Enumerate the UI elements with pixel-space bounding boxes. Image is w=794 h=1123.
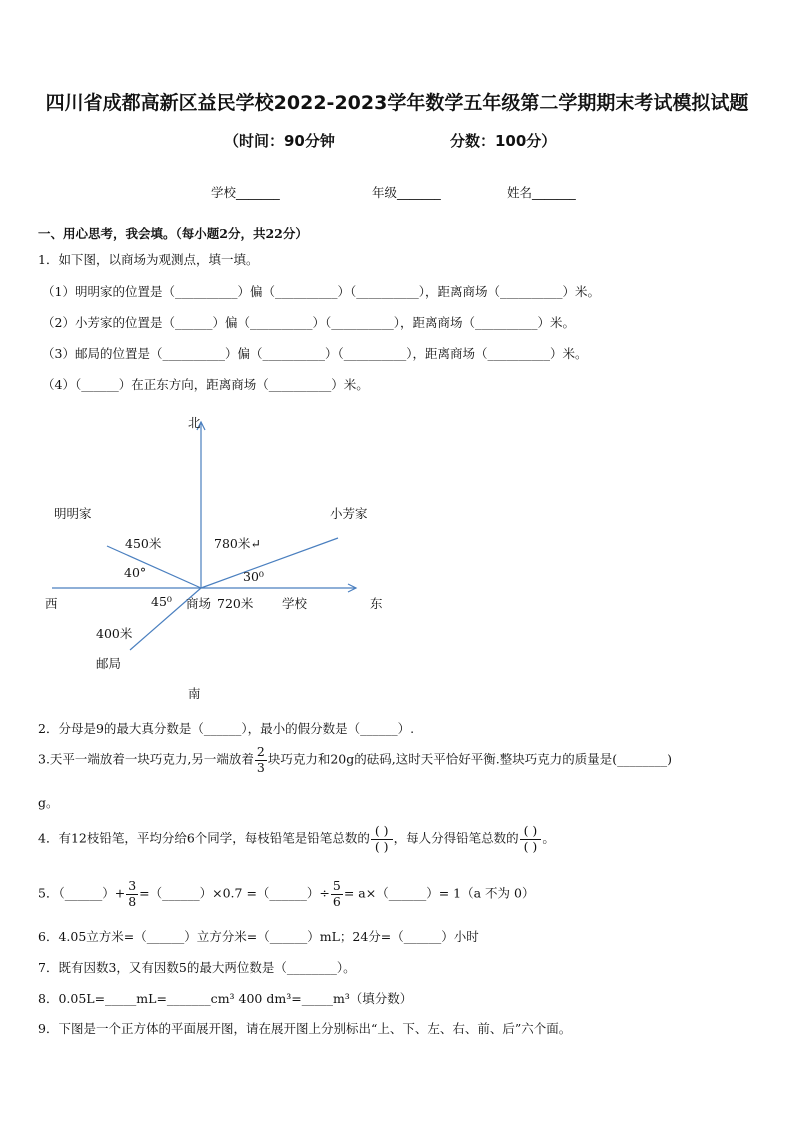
fraction-denominator: 3 <box>256 759 265 775</box>
grade-field: 年级_______ <box>372 185 441 200</box>
q8: 8．0.05L=_____mL=_______cm³ 400 dm³=_____m³（填分数） <box>38 991 413 1006</box>
distance-720: 720米 <box>217 596 254 611</box>
angle-30: 30⁰ <box>243 569 264 584</box>
q1-stem: 1．如下图，以商场为观测点，填一填。 <box>38 252 259 267</box>
north-label: 北 <box>188 415 201 430</box>
fraction-denominator: 6 <box>332 893 341 909</box>
xiaofang-label: 小芳家 <box>330 506 368 521</box>
exam-score: 分数：100分） <box>450 132 557 150</box>
q1-line-2: （2）小芳家的位置是（______）偏（__________）（__________），距离商场（__________）米。 <box>42 315 575 330</box>
school-label: 学校 <box>282 596 308 611</box>
mingming-ray <box>107 546 201 588</box>
east-label: 东 <box>370 596 383 611</box>
fraction-numerator: 5 <box>332 878 341 893</box>
south-label: 南 <box>188 686 201 701</box>
blank-denominator: ( ) <box>371 839 393 854</box>
exam-time: （时间：90分钟 <box>224 132 335 150</box>
answer-fraction-1 <box>371 825 393 853</box>
fraction-numerator: 2 <box>256 744 265 759</box>
q4-text-a: 4．有12枝铅笔，平均分给6个同学，每枝铅笔是铅笔总数的 <box>38 830 370 846</box>
q1-line-1: （1）明明家的位置是（__________）偏（__________）（__________），距离商场（__________）米。 <box>42 284 600 299</box>
q4-text-c: 。 <box>542 830 555 846</box>
mall-label: 商场 <box>186 596 212 611</box>
angle-40: 40° <box>124 565 147 580</box>
q3-line <box>38 746 672 774</box>
q6: 6．4.05立方米=（______）立方分米=（______）mL；24分=（______）小时 <box>38 929 479 944</box>
blank-numerator: ( ) <box>374 823 389 838</box>
school-field: 学校_______ <box>211 185 280 200</box>
fraction-five-sixths <box>331 880 343 908</box>
answer-fraction-2 <box>520 825 542 853</box>
q4-line <box>38 825 555 853</box>
q1-line-4: （4）（______）在正东方向，距离商场（__________）米。 <box>42 377 369 392</box>
post-office-label: 邮局 <box>96 656 122 671</box>
q2: 2．分母是9的最大真分数是（______），最小的假分数是（______）. <box>38 721 415 736</box>
q5-text-a: 5．（______）+ <box>38 885 126 901</box>
blank-denominator: ( ) <box>520 839 542 854</box>
q5-text-c: = a×（______）= 1（a 不为 0） <box>343 885 535 901</box>
q5-line <box>38 880 534 908</box>
q7: 7．既有因数3，又有因数5的最大两位数是（________）。 <box>38 960 356 975</box>
blank-numerator: ( ) <box>523 823 538 838</box>
fraction-three-eighths <box>126 880 138 908</box>
q5-text-b: =（______）×0.7 =（______）÷ <box>139 885 330 901</box>
fraction-two-thirds <box>255 746 267 774</box>
q4-text-b: ，每人分得铅笔总数的 <box>393 830 519 846</box>
q1-line-3: （3）邮局的位置是（__________）偏（__________）（__________），距离商场（__________）米。 <box>42 346 588 361</box>
page-title: 四川省成都高新区益民学校2022-2023学年数学五年级第二学期期末考试模拟试题 <box>45 92 749 114</box>
distance-400: 400米 <box>96 626 133 641</box>
name-field: 姓名_______ <box>507 185 576 200</box>
mingming-label: 明明家 <box>54 506 92 521</box>
q3-text-a: 3.天平一端放着一块巧克力,另一端放着 <box>38 751 254 767</box>
distance-450: 450米 <box>125 536 162 551</box>
q3-unit: g。 <box>38 795 59 810</box>
section-heading: 一、用心思考，我会填。（每小题2分，共22分） <box>38 226 308 241</box>
fraction-denominator: 8 <box>128 893 137 909</box>
west-label: 西 <box>45 596 58 611</box>
angle-45: 45⁰ <box>151 594 172 609</box>
q9: 9．下图是一个正方体的平面展开图，请在展开图上分别标出“上、下、左、右、前、后”六个面。 <box>38 1021 572 1036</box>
q3-text-b: 块巧克力和20g的砝码,这时天平恰好平衡.整块巧克力的质量是(________) <box>267 751 672 767</box>
fraction-numerator: 3 <box>128 878 137 893</box>
distance-780: 780米↵ <box>214 536 261 551</box>
